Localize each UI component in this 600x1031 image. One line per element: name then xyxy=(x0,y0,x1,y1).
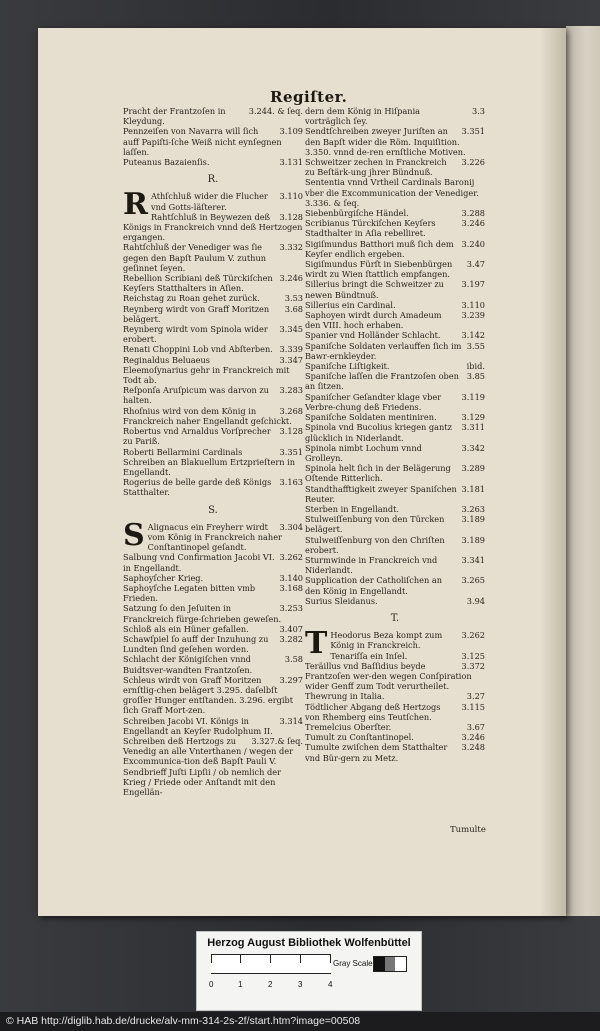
entry-text: Rahtſchluß der Venediger was ſie gegen den Bapſt Paulum V. zuthun geſinnet ſeyen. xyxy=(123,242,267,273)
page-reference: 3.263 xyxy=(461,503,485,514)
index-entry xyxy=(305,555,485,575)
index-entry xyxy=(305,157,485,177)
page-reference: 3.131 xyxy=(279,157,303,168)
page-reference: 3.125 xyxy=(461,650,485,661)
gray-scale-label: Gray Scale xyxy=(333,959,373,968)
page-fold-shadow xyxy=(540,28,566,916)
page-reference: 3.347 xyxy=(279,354,303,365)
page-reference: 3.3 xyxy=(471,106,485,116)
index-entry xyxy=(305,341,485,361)
index-entry xyxy=(123,552,303,572)
index-entry xyxy=(305,535,485,555)
entry-text: dern dem König in Hiſpania vorträglich ſey. xyxy=(305,106,421,127)
index-entry xyxy=(305,279,485,299)
entry-text: Stulweiſſenburg von den Türcken belägert. xyxy=(305,514,445,535)
index-entry xyxy=(123,385,303,405)
entry-text: Alignacus ein Freyherr wirdt vom König in Franckreich naher Conſtantinopel geſandt. xyxy=(147,521,282,553)
page-reference: 3.268 xyxy=(279,405,303,416)
entry-text: Spinola vnd Bucolius kriegen gantz glücklich in Niderlandt. xyxy=(305,422,452,443)
page-reference: 3.342 xyxy=(461,442,485,453)
page-reference: ibid. xyxy=(466,361,485,372)
index-entry xyxy=(123,447,303,478)
section-letter: T. xyxy=(390,612,400,624)
entry-text: Rhoſnius wird von dem König in Franckreich naher Engellandt geſchickt. xyxy=(123,405,292,426)
entry-text: Schweitzer zechen in Franckreich zu Beſtärk-ung jhrer Bündnuß. xyxy=(305,157,447,178)
entry-text: Surius Sleidanus. xyxy=(305,595,378,606)
page-reference: 3.94 xyxy=(466,595,485,606)
page-reference: 3.47 xyxy=(466,259,485,270)
index-column-right xyxy=(305,106,485,763)
index-entry xyxy=(123,654,303,674)
index-entry xyxy=(305,208,485,218)
entry-text: Sententia vnnd Vrtheil Cardinals Baronij vber die Excommunication der Venediger. 3.336. & ſeq. xyxy=(305,177,479,208)
index-entry xyxy=(123,344,303,354)
entry-text: Reſponſa Aruſpicum was darvon zu halten. xyxy=(123,385,269,406)
entry-text: Pennzeiſen von Navarra will ſich auff Papiſti-ſche Weiß nicht eynſegnen laſſen. xyxy=(123,126,282,157)
index-entry xyxy=(123,242,303,273)
index-entry xyxy=(123,477,303,497)
index-entry xyxy=(305,742,485,762)
entry-text: Spaniſche laſſen die Frantzoſen oben an ſitzen. xyxy=(305,371,459,392)
page-reference: 3.142 xyxy=(461,330,485,341)
page-reference: 3.246 xyxy=(461,218,485,229)
entry-text: Schreiben deß Hertzogs zu Venedig an alle Vnterthanen / wegen der Excommunica-tion deß Bapſt Pauli V. xyxy=(123,735,294,767)
entry-text: Schleus wirdt von Graff Moritzen ernſtlig-chen belägert 3.295. daſelbſt groſſer Hunger entſtanden. 3.296. ergibt ſich Graff Mort-zen. xyxy=(123,674,294,716)
footer-bar xyxy=(0,1012,600,1031)
index-entry xyxy=(123,126,303,157)
page-reference: 3.55 xyxy=(466,340,485,351)
entry-text: Schlacht der Königiſchen vnnd Buidtsver-wandten Frantzoſen. xyxy=(123,654,253,675)
entry-text: Puteanus Bazaienſis. xyxy=(123,157,210,168)
index-entry xyxy=(305,702,485,722)
page-reference: 3.119 xyxy=(461,391,485,402)
page-reference: 3.110 xyxy=(461,299,485,310)
entry-text: Rogerius de belle garde deß Königs Statthalter. xyxy=(123,477,272,498)
page-reference: 3.128 xyxy=(279,211,303,222)
page-reference: 3.27 xyxy=(466,691,485,702)
index-column-left xyxy=(123,106,303,797)
index-entry xyxy=(305,722,485,732)
entry-text: Spaniſche Liſtigkeit. xyxy=(305,361,390,372)
page-reference: 3.168 xyxy=(279,582,303,593)
page-reference: 3.246 xyxy=(279,273,303,284)
library-title: Herzog August Bibliothek Wolfenbüttel xyxy=(207,937,411,949)
index-entry xyxy=(305,422,485,442)
index-entry xyxy=(305,504,485,514)
index-entry xyxy=(123,293,303,303)
entry-text: Spaniſche Soldaten verlauffen ſich im Bawr-ernkleyder. xyxy=(305,340,462,361)
page-reference: 3.244. & ſeq. xyxy=(248,106,303,116)
page-reference: 3.248 xyxy=(461,742,485,753)
entry-text: Sendbrieff Juſti Lipſii / ob nemlich der Krieg / Friede oder Anſtandt mit den Engellän- xyxy=(123,766,281,797)
page-reference: 3.239 xyxy=(461,310,485,321)
page-reference: 3.332 xyxy=(279,242,303,253)
page-reference: 3.189 xyxy=(461,514,485,525)
page-reference: 3.314 xyxy=(279,715,303,726)
page-reference: 3.345 xyxy=(279,324,303,335)
entry-text: Tumult zu Conſtantinopel. xyxy=(305,732,414,743)
drop-capital: R xyxy=(123,187,148,223)
index-entry xyxy=(123,517,303,553)
entry-text: Sigiſmundus Fürſt in Siebenbürgen wirdt zu Wien ſtattlich empfangen. xyxy=(305,259,453,280)
ruler-number: 3 xyxy=(298,980,303,989)
index-entry xyxy=(305,443,485,463)
index-entry xyxy=(305,412,485,422)
source-url-link[interactable]: http://diglib.hab.de/drucke/alv-mm-314-2s-2f/start.htm?image=00508 xyxy=(41,1015,361,1027)
index-entry xyxy=(123,304,303,324)
index-entry xyxy=(123,355,303,386)
entry-text: Saphoyſche Legaten bitten vmb Frieden. xyxy=(123,582,256,604)
index-entry xyxy=(305,392,485,412)
index-entry xyxy=(305,239,485,259)
entry-text: Saphoyſcher Krieg. xyxy=(123,572,204,583)
entry-text: Sturmwinde in Franckreich vnd Niderlandt. xyxy=(305,554,438,576)
entry-text: Roberti Bellarmini Cardinals Schreiben an Blakuellum Ertzprieſtern in Engellandt. xyxy=(123,446,295,477)
entry-text: Spinola nimbt Lochum vnnd Grolleyn. xyxy=(305,442,422,463)
page-reference: 3.163 xyxy=(279,477,303,488)
page-reference: 3.351 xyxy=(279,446,303,457)
page-reference: 3.372 xyxy=(461,660,485,671)
page-reference: 3.265 xyxy=(461,575,485,586)
entry-text: Sendtſchreiben zweyer Juriſten an den Bapſt wider die Röm. Inquiſition. 3.350. vnnd de-ren ernſtliche Motiven. xyxy=(305,126,466,157)
entry-text: Renati Choppini Lob vnd Abſterben. xyxy=(123,344,273,355)
entry-text: Tumulte zwiſchen dem Statthalter vnd Bür-gern zu Metz. xyxy=(305,742,448,763)
index-entry xyxy=(305,371,485,391)
index-entry xyxy=(123,634,303,654)
page-reference: 3.407 xyxy=(279,623,303,634)
entry-text: Tenariſſa ein Inſel. xyxy=(330,650,408,661)
drop-capital: S xyxy=(123,517,145,553)
index-entry xyxy=(305,259,485,279)
entry-text: Heodorus Beza kompt zum König in Franckreich. xyxy=(330,630,443,651)
page-reference: 3.197 xyxy=(461,279,485,290)
entry-text: Rebellion Scribiani deß Türckiſchen Keyſers Statthalters in Aſien. xyxy=(123,273,273,294)
entry-text: Schloß als ein Hüner gefallen. xyxy=(123,623,249,634)
copyright-text: © HAB xyxy=(6,1015,39,1027)
index-entry xyxy=(305,361,485,371)
index-entry xyxy=(305,596,485,606)
index-entry xyxy=(305,661,485,692)
index-entry xyxy=(123,157,303,167)
page-reference: 3.129 xyxy=(461,412,485,423)
page-reference: 3.226 xyxy=(461,157,485,168)
index-entry xyxy=(305,575,485,595)
page-reference: 3.240 xyxy=(461,238,485,249)
index-entry xyxy=(305,330,485,340)
page-reference: 3.288 xyxy=(461,208,485,219)
entry-text: Siebenbürgiſche Händel. xyxy=(305,208,409,219)
page-reference: 3.341 xyxy=(461,554,485,565)
page-reference: 3.85 xyxy=(466,371,485,382)
index-entry xyxy=(123,675,303,716)
ruler-number: 0 xyxy=(209,980,214,989)
page-reference: 3.311 xyxy=(461,422,485,433)
gray-scale-swatch xyxy=(373,956,407,972)
entry-text: Saphoyen wirdt durch Amadeum den VIII. hoch erhaben. xyxy=(305,310,442,331)
index-entry xyxy=(123,106,303,126)
entry-text: Tremelcius Oberſter. xyxy=(305,721,392,732)
page-reference: 3.246 xyxy=(461,732,485,743)
entry-text: Supplication der Catholiſchen an den König in Engellandt. xyxy=(305,575,443,596)
section-letter: R. xyxy=(207,174,219,186)
entry-text: Stulweiſſenburg von den Chriſten erobert. xyxy=(305,534,445,555)
index-entry xyxy=(123,624,303,634)
index-entry xyxy=(305,651,485,661)
page-reference: 3.140 xyxy=(279,572,303,583)
scale-ruler xyxy=(211,954,331,974)
entry-text: Robertus vnd Arnaldus Vorſprecher zu Pariß. xyxy=(123,426,271,447)
entry-text: Spaniſcher Geſandter klage vber Verbre-chung deß Friedens. xyxy=(305,391,442,412)
entry-text: Spanier vnd Holländer Schlacht. xyxy=(305,330,441,341)
page-reference: 3.68 xyxy=(284,303,303,314)
entry-text: Sillerius bringt die Schweitzer zu newen Bündtnuß. xyxy=(305,279,444,300)
index-entry xyxy=(123,324,303,344)
page-reference: 3.283 xyxy=(279,385,303,396)
index-entry xyxy=(305,106,485,126)
entry-text: Sillerius ein Cardinal. xyxy=(305,299,396,310)
page-reference: 3.253 xyxy=(279,603,303,614)
entry-text: Schawſpiel ſo auff der Inzuhung zu Lundten ſind geſehen worden. xyxy=(123,633,269,655)
index-entry xyxy=(305,310,485,330)
index-entry xyxy=(123,603,303,623)
index-entry xyxy=(123,716,303,736)
page-header: Regiſter. xyxy=(270,88,348,106)
entry-text: Teräillus vnd Baſſidius beyde Frantzoſen wer-den wegen Conſpiration wider Genff zum Todt verurtheilet. xyxy=(305,660,472,692)
index-entry xyxy=(123,406,303,426)
page-reference: 3.282 xyxy=(279,633,303,644)
page-reference: 3.351 xyxy=(461,126,485,137)
entry-text: Standthafftigkeit zweyer Spaniſchen Reuter. xyxy=(305,483,457,504)
index-entry xyxy=(305,126,485,157)
index-entry xyxy=(123,767,303,798)
index-entry xyxy=(123,583,303,603)
index-entry xyxy=(123,273,303,293)
ruler-number: 1 xyxy=(238,980,243,989)
page-reference: 3.327.& ſeq. xyxy=(251,735,303,746)
entry-text: Spaniſche Soldaten mentiniren. xyxy=(305,412,437,423)
entry-text: Reynberg wirdt von Graff Moritzen belägert. xyxy=(123,303,270,324)
index-entry xyxy=(305,218,485,238)
index-entry xyxy=(123,573,303,583)
entry-text: Reynberg wirdt vom Spinola wider erobert. xyxy=(123,324,268,345)
entry-text: Reichstag zu Roan gehet zurück. xyxy=(123,293,260,304)
page-reference: 3.128 xyxy=(279,426,303,437)
entry-text: Athſchluß wider die Flucher vnd Gotts-läſterer. xyxy=(150,191,268,212)
index-entry xyxy=(123,736,303,767)
entry-text: Scribianus Türckiſchen Keyſers Stadthalter in Aſia rebelliret. xyxy=(305,218,436,239)
page-reference: 3.339 xyxy=(279,344,303,355)
entry-text: Reginaldus Beluaeus Eleemoſynarius gehr in Franckreich mit Todt ab. xyxy=(123,354,290,386)
index-entry xyxy=(123,426,303,446)
drop-capital: T xyxy=(305,626,328,662)
entry-text: Salbung vnd Confirmation Jacobi VI. in Engellandt. xyxy=(123,552,275,573)
index-entry xyxy=(305,691,485,701)
ruler-number: 4 xyxy=(328,980,333,989)
entry-text: Schreiben Jacobi VI. Königs in Engellandt an Keyſer Rudolphum II. xyxy=(123,715,273,736)
index-entry xyxy=(123,212,303,243)
page-reference: 3.289 xyxy=(461,463,485,474)
index-entry xyxy=(305,300,485,310)
page-reference: 3.304 xyxy=(279,521,303,532)
entry-text: Satzung ſo den Jeſuiten in Franckreich fürge-ſchrieben geweſen. xyxy=(123,603,282,624)
page-reference: 3.189 xyxy=(461,534,485,545)
index-entry xyxy=(305,177,485,208)
page-reference: 3.115 xyxy=(461,701,485,712)
entry-text: Rahtſchluß in Beywezen deß Königs in Franckreich vnnd deß Hertzogen ergangen. xyxy=(123,211,303,243)
index-entry xyxy=(305,463,485,483)
page-reference: 3.181 xyxy=(461,483,485,494)
entry-text: Sigiſmundus Batthori muß ſich dem Keyſer endlich ergeben. xyxy=(305,238,454,259)
entry-text: Pracht der Frantzoſen in Kleydung. xyxy=(123,106,226,127)
index-entry xyxy=(305,484,485,504)
entry-text: Thewrung in Italia. xyxy=(305,691,385,702)
ruler-number: 2 xyxy=(268,980,273,989)
page-reference: 3.262 xyxy=(461,630,485,641)
page-reference: 3.53 xyxy=(284,293,303,304)
adjacent-page-edge xyxy=(566,26,600,916)
catchword: Tumulte xyxy=(450,825,486,835)
page-reference: 3.262 xyxy=(279,552,303,563)
index-entry xyxy=(305,732,485,742)
entry-text: Sterben in Engellandt. xyxy=(305,503,399,514)
entry-text: Tödtlicher Abgang deß Hertzogs von Rhemberg eins Teutſchen. xyxy=(305,701,441,722)
index-entry xyxy=(305,514,485,534)
entry-text: Spinola helt ſich in der Belägerung Oſtende Ritterlich. xyxy=(305,463,451,484)
page-reference: 3.67 xyxy=(466,721,485,732)
page-reference: 3.109 xyxy=(279,126,303,137)
section-letter: S. xyxy=(208,504,218,516)
library-color-card xyxy=(196,931,422,1011)
page-reference: 3.58 xyxy=(284,654,303,665)
page-reference: 3.110 xyxy=(279,191,303,202)
page-reference: 3.297 xyxy=(279,674,303,685)
